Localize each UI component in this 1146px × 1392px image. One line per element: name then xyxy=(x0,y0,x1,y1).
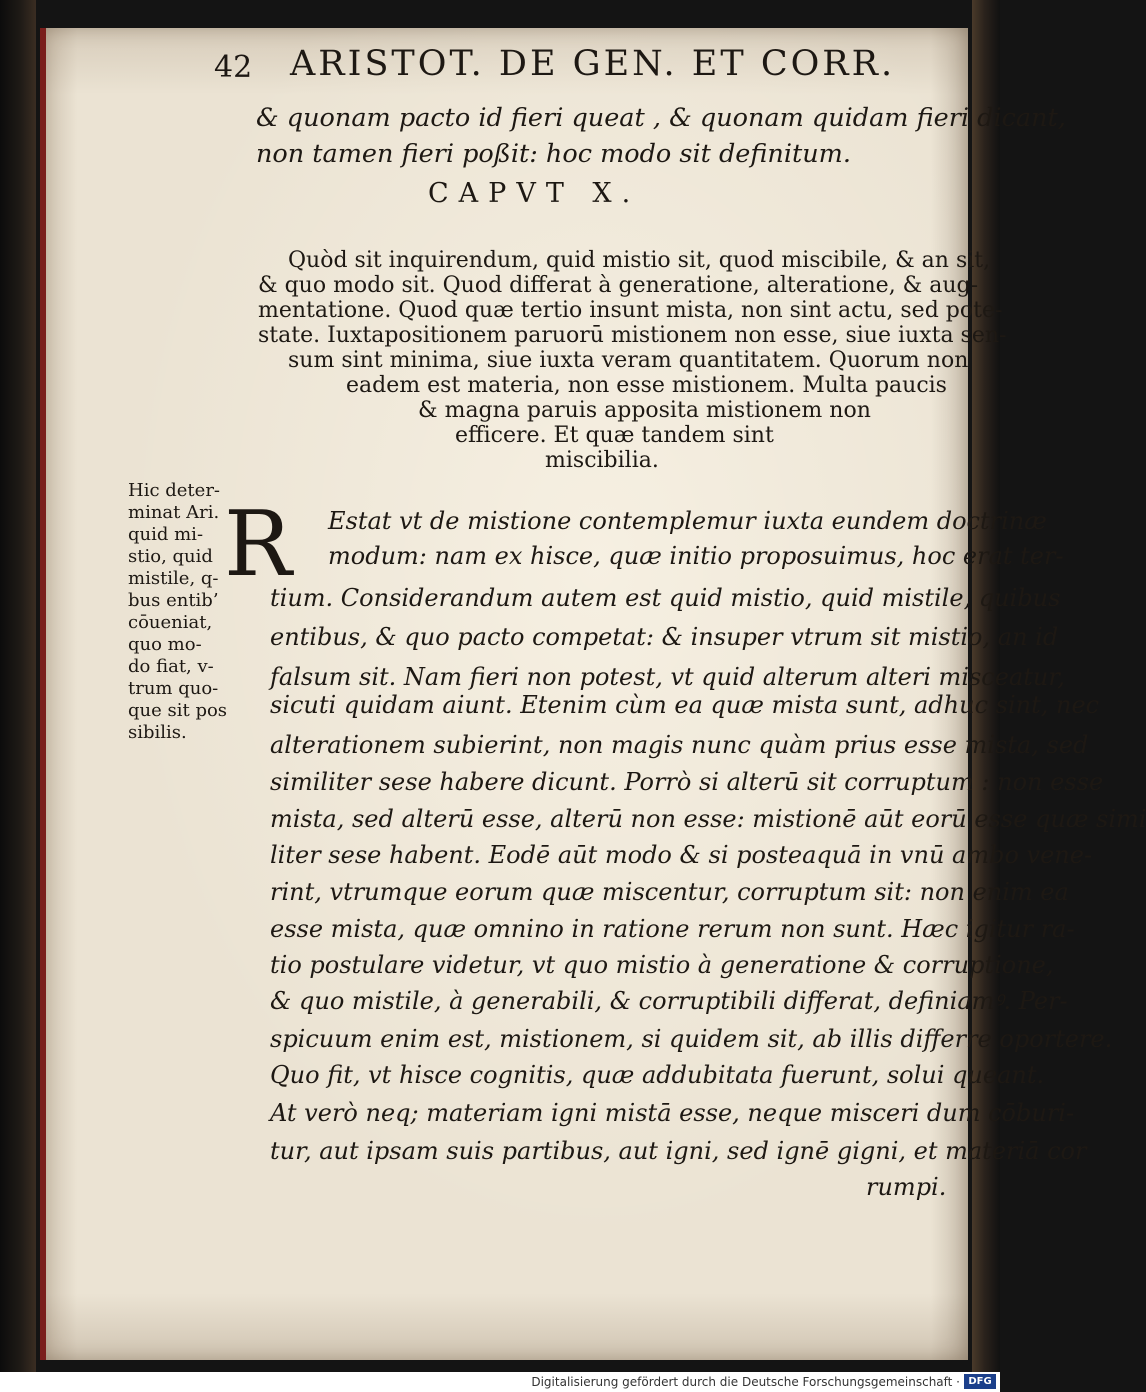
body-line: similiter sese habere dicunt. Porrò si alterū sit corruptum : non esse xyxy=(270,768,1104,796)
chapter-heading: CAPVT X. xyxy=(428,178,641,209)
chapter-summary-line: & magna paruis apposita mistionem non xyxy=(418,398,871,423)
chapter-summary-line: & quo modo sit. Quod differat à generatione, alteratione, & aug- xyxy=(258,273,979,298)
body-line: mista, sed alterū esse, alterū non esse: mistionē aūt eorū esse quæ simi xyxy=(270,805,1146,833)
side-note-line: Hic deter- xyxy=(128,480,221,501)
chapter-summary-line: miscibilia. xyxy=(545,448,659,473)
chapter-summary-line: efficere. Et quæ tandem sint xyxy=(455,423,774,448)
body-line: alterationem subierint, non magis nunc quàm prius esse mista, sed xyxy=(270,731,1089,759)
drop-cap: R xyxy=(224,492,292,597)
scan-border-left xyxy=(0,0,36,1372)
side-note-line: trum quo- xyxy=(128,678,219,699)
body-line: tur, aut ipsam suis partibus, aut igni, sed ignē gigni, et materiā cor xyxy=(270,1137,1087,1165)
chapter-summary-line: state. Iuxtapositionem paruorū mistionem non esse, siue iuxta sen- xyxy=(258,323,1007,348)
side-note-line: mistile, q- xyxy=(128,568,219,589)
side-note-line: sibilis. xyxy=(128,722,187,743)
chapter-summary-line: sum sint minima, siue iuxta veram quantitatem. Quorum non xyxy=(288,348,969,373)
footer-credit: Digitalisierung gefördert durch die Deutsche Forschungsgemeinschaft · xyxy=(531,1375,960,1389)
body-line: rumpi. xyxy=(866,1173,947,1201)
digitization-footer xyxy=(0,1372,1000,1392)
side-note-line: quid mi- xyxy=(128,524,204,545)
page-number: 42 xyxy=(214,50,253,85)
body-line: & quo mistile, à generabili, & corruptibili differat, definiamꝰ. Per- xyxy=(270,987,1068,1015)
body-line: At verò neq; materiam igni mistā esse, neque misceri dum cōburi- xyxy=(270,1099,1075,1127)
binding-edge xyxy=(40,28,46,1360)
side-note-line: minat Ari. xyxy=(128,502,220,523)
dfg-logo: DFG xyxy=(964,1374,996,1389)
body-line: tium. Considerandum autem est quid mistio, quid mistile, quibus xyxy=(270,584,1061,612)
body-line: sicuti quidam aiunt. Etenim cùm ea quæ mista sunt, adhuc sint, nec xyxy=(270,691,1100,719)
body-line: esse mista, quæ omnino in ratione rerum non sunt. Hæc igitur ra- xyxy=(270,915,1075,943)
body-line: tio postulare videtur, vt quo mistio à generatione & corruptione, xyxy=(270,951,1054,979)
chapter-summary-line: eadem est materia, non esse mistionem. Multa paucis xyxy=(346,373,947,398)
body-line: falsum sit. Nam fieri non potest, vt quid alterum alteri misceatur, xyxy=(270,663,1065,691)
body-line: entibus, & quo pacto competat: & insuper vtrum sit mistio, an id xyxy=(270,623,1059,651)
body-line: liter sese habent. Eodē aūt modo & si posteaquā in vnū ambo vene- xyxy=(270,841,1093,869)
top-text-line: non tamen fieri poßit: hoc modo sit definitum. xyxy=(256,139,851,169)
side-note-line: bus entib’ xyxy=(128,590,219,611)
side-note-line: quo mo- xyxy=(128,634,202,655)
running-title: ARISTOT. DE GEN. ET CORR. xyxy=(290,44,896,84)
side-note-line: que sit pos xyxy=(128,700,228,721)
body-line: Quo fit, vt hisce cognitis, quæ addubitata fuerunt, solui queant. xyxy=(270,1061,1045,1089)
body-line: spicuum enim est, mistionem, si quidem sit, ab illis differre oportere. xyxy=(270,1025,1113,1053)
body-line: rint, vtrumque eorum quæ miscentur, corruptum sit: non enim ea xyxy=(270,878,1069,906)
running-head xyxy=(214,42,914,90)
body-line: modum: nam ex hisce, quæ initio proposuimus, hoc erat ter- xyxy=(328,542,1064,570)
side-note-line: stio, quid xyxy=(128,546,213,567)
side-note-line: cōueniat, xyxy=(128,612,213,633)
body-line: Estat vt de mistione contemplemur iuxta eundem doctrinæ xyxy=(328,507,1047,535)
chapter-summary-line: mentatione. Quod quæ tertio insunt mista, non sint actu, sed pote- xyxy=(258,298,1003,323)
chapter-summary-line: Quòd sit inquirendum, quid mistio sit, quod miscibile, & an sit, xyxy=(288,248,991,273)
top-text-line: & quonam pacto id fieri queat , & quonam quidam fieri dicant, xyxy=(256,103,1066,133)
side-note-line: do fiat, v- xyxy=(128,656,214,677)
